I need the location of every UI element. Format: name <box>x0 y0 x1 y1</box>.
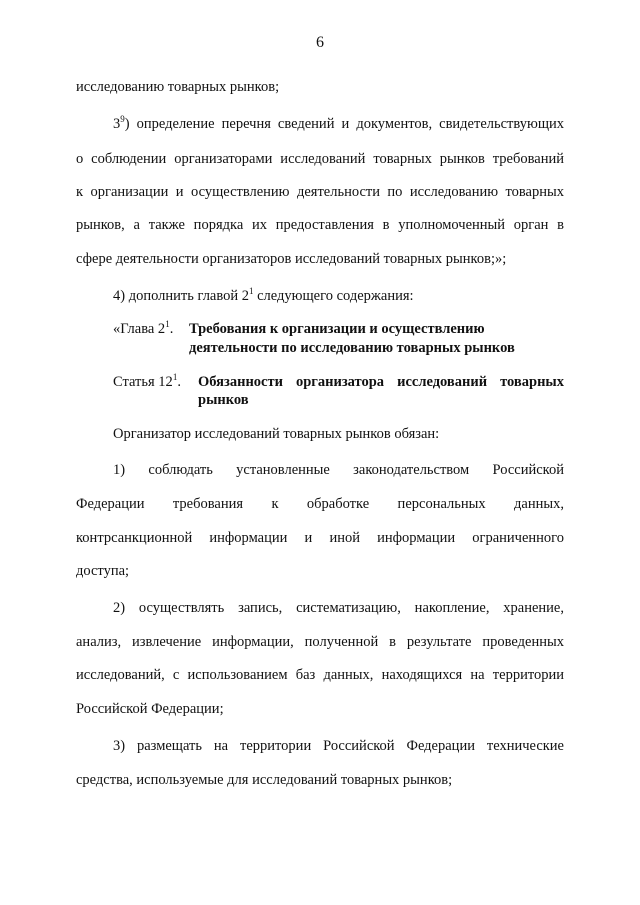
article-title: рынков <box>198 392 249 408</box>
text-line: рынков, а также порядка их предоставления в уполномоченный орган в <box>76 217 564 233</box>
text-line: 3) размещать на территории Российской Федерации технические <box>113 738 564 754</box>
text-line: сфере деятельности организаторов исследований товарных рынков;»; <box>76 251 507 267</box>
text-line: Российской Федерации; <box>76 701 224 717</box>
text-line: $3^9$) определение перечня сведений и документов, свидетельствующих <box>113 114 564 132</box>
article-title: Обязанности организатора исследований товарных <box>198 374 564 390</box>
text-line: средства, используемые для исследований товарных рынков; <box>76 772 453 788</box>
page-number: 6 <box>316 34 324 51</box>
text-line: исследований, с использованием баз данных, находящихся на территории <box>76 667 564 683</box>
text-line: анализ, извлечение информации, полученной в результате проведенных <box>76 634 564 650</box>
text-line: к организации и осуществлению деятельности по исследованию товарных <box>76 184 564 200</box>
text-line: о соблюдении организаторами исследований товарных рынков требований <box>76 151 564 167</box>
text-line: исследованию товарных рынков; <box>76 79 280 95</box>
text-line: доступа; <box>76 563 130 579</box>
text-line: Федерации требования к обработке персональных данных, <box>76 496 564 512</box>
text-line: Организатор исследований товарных рынков обязан: <box>113 426 440 442</box>
text-line: 1) соблюдать установленные законодательством Российской <box>113 462 564 478</box>
chapter-title: Требования к организации и осуществлению <box>189 321 485 337</box>
text-line: 2) осуществлять запись, систематизацию, накопление, хранение, <box>113 600 564 616</box>
article-label: Статья $12^1$. <box>113 372 181 390</box>
chapter-label: «Глава $2^1$. <box>113 319 174 337</box>
text-line: 4) дополнить главой $2^1$ следующего содержания: <box>113 286 414 304</box>
chapter-title: деятельности по исследованию товарных рынков <box>189 340 515 356</box>
text-line: контрсанкционной информации и иной информации ограниченного <box>76 530 564 546</box>
